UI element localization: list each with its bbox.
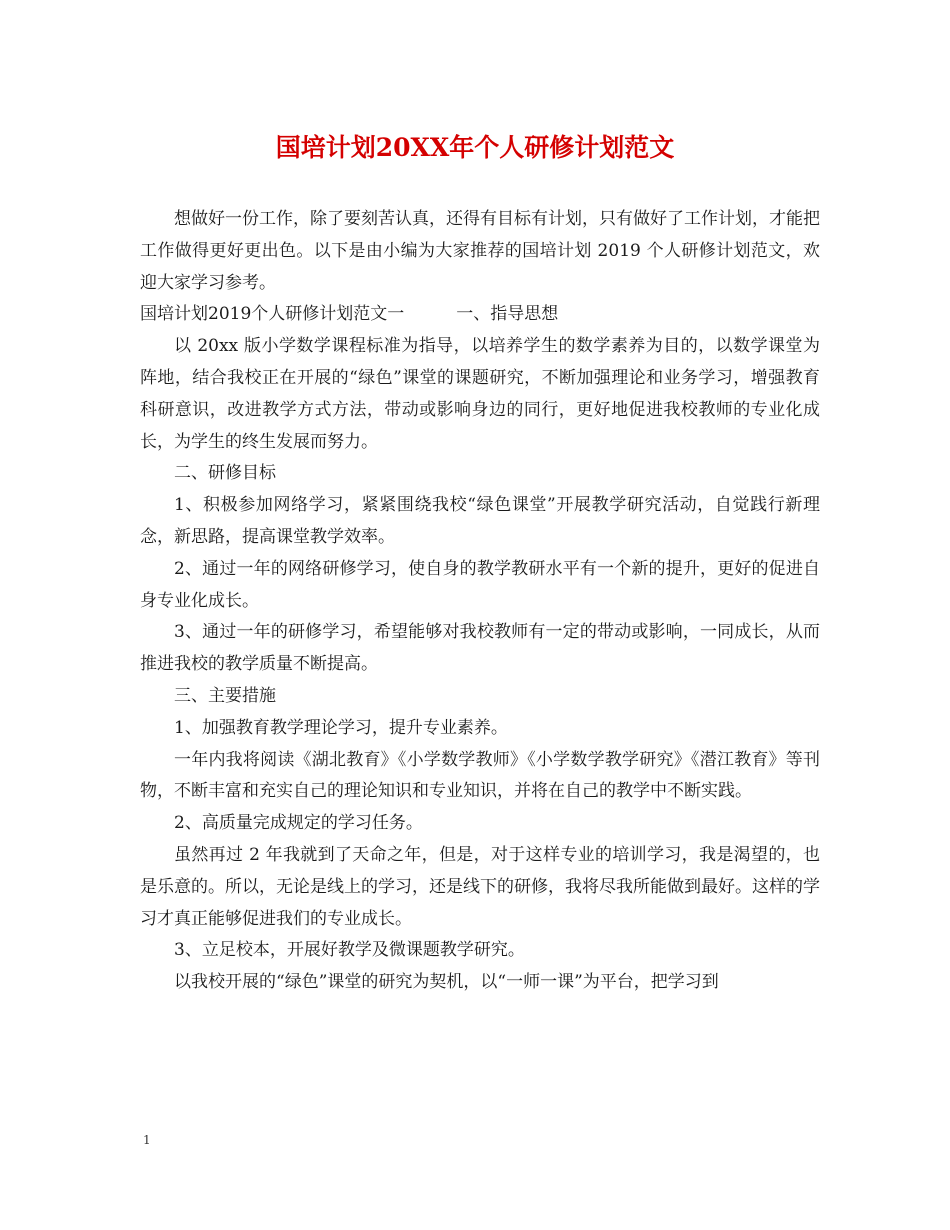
article-label: 国培计划2019个人研修计划范文一 [140, 304, 405, 325]
document-body [140, 204, 820, 999]
goal2-paragraph: 2、通过一年的网络研修学习，使自身的教学教研水平有一个新的提升，更好的促进自身专业化成长。 [140, 558, 820, 611]
page-number: 1 [143, 1133, 151, 1147]
intro-paragraph: 想做好一份工作，除了要刻苦认真，还得有目标有计划，只有做好了工作计划，才能把工作做得更好更出色。以下是由小编为大家推荐的国培计划 2019 个人研修计划范文，欢迎大家学习参考。 [140, 209, 820, 293]
measure1-heading: 1、加强教育教学理论学习，提升专业素养。 [174, 717, 508, 738]
section1-heading: 一、指导思想 [456, 304, 559, 325]
article-heading-line [140, 299, 820, 331]
document-title: 国培计划20XX年个人研修计划范文 [275, 133, 675, 162]
measure1-paragraph: 一年内我将阅读《湖北教育》《小学数学教师》《小学数学教学研究》《潜江教育》等刊物，不断丰富和充实自己的理论知识和专业知识，并将在自己的教学中不断实践。 [140, 749, 820, 802]
measure2-heading: 2、高质量完成规定的学习任务。 [174, 813, 423, 834]
measure3-paragraph: 以我校开展的“绿色”课堂的研究为契机，以“一师一课”为平台，把学习到 [174, 972, 719, 993]
section1-paragraph: 以 20xx 版小学数学课程标准为指导，以培养学生的数学素养为目的，以数学课堂为阵地，结合我校正在开展的“绿色”课堂的课题研究，不断加强理论和业务学习，增强教育科研意识，改进教学方式方法，带动或影响身边的同行，更好地促进我校教师的专业化成长，为学生的终生发展而努力。 [140, 336, 820, 452]
measure2-paragraph: 虽然再过 2 年我就到了天命之年，但是，对于这样专业的培训学习，我是渴望的，也是乐意的。所以，无论是线上的学习，还是线下的研修，我将尽我所能做到最好。这样的学习才真正能够促进我们的专业成长。 [140, 844, 820, 929]
goal1-paragraph: 1、积极参加网络学习，紧紧围绕我校“绿色课堂”开展教学研究活动，自觉践行新理念，新思路，提高课堂教学效率。 [140, 495, 820, 547]
goal3-paragraph: 3、通过一年的研修学习，希望能够对我校教师有一定的带动或影响，一同成长，从而推进我校的教学质量不断提高。 [140, 622, 820, 675]
section2-heading: 二、研修目标 [174, 463, 276, 484]
measure3-heading: 3、立足校本，开展好教学及微课题教学研究。 [174, 940, 525, 961]
section3-heading: 三、主要措施 [174, 685, 276, 706]
